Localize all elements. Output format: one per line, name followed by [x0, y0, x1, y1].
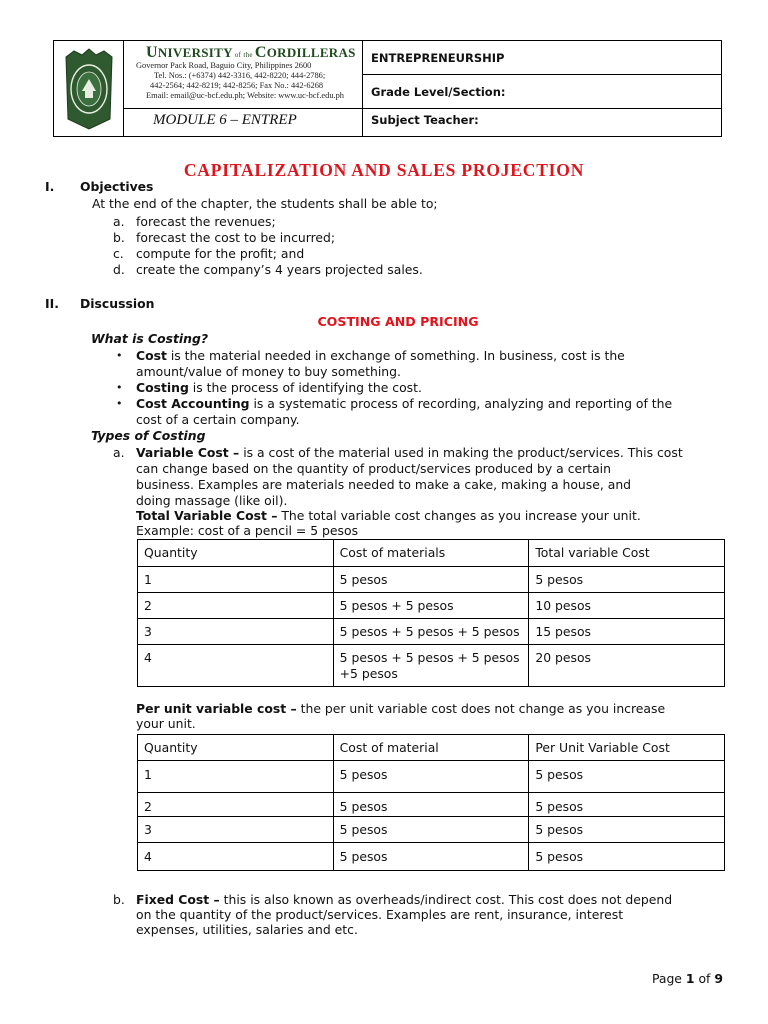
costing-pricing-heading: COSTING AND PRICING [317, 314, 479, 329]
objective-item: create the company’s 4 years projected sales. [136, 262, 423, 277]
table-header-cell: Cost of material [333, 735, 529, 761]
address-line: Tel. Nos.: (+6374) 442-3316, 442-8220; 444-2786; [154, 71, 326, 80]
header-divider [123, 41, 124, 136]
address-line: 442-2564; 442-8219; 442-8256; Fax No.: 442-6268 [150, 81, 324, 90]
address-line: Email: email@uc-bcf.edu.ph; Website: www.uc-bcf.edu.ph [146, 91, 344, 100]
per-unit-variable-cost-table [137, 734, 725, 871]
objectives-intro: At the end of the chapter, the students shall be able to; [92, 196, 438, 211]
types-of-costing-heading: Types of Costing [91, 428, 206, 443]
table-cell: 5 pesos [529, 817, 725, 843]
section-number: I. [45, 179, 55, 194]
section-number: II. [45, 296, 59, 311]
objective-item: compute for the profit; and [136, 246, 305, 261]
table-cell: 3 [138, 817, 334, 843]
list-marker: b. [113, 230, 125, 245]
table-cell: 2 [138, 793, 334, 817]
table-cell: 2 [138, 593, 334, 619]
table-row [138, 793, 725, 817]
table-cell: 3 [138, 619, 334, 645]
subject-teacher-label: Subject Teacher: [371, 113, 479, 127]
table-cell: 5 pesos [333, 793, 529, 817]
table-cell: 5 pesos [529, 761, 725, 793]
table-cell: 5 pesos [333, 843, 529, 871]
table-header-cell: Cost of materials [333, 540, 529, 567]
objective-item: forecast the revenues; [136, 214, 276, 229]
table-cell: 5 pesos [529, 843, 725, 871]
bullet-icon: • [116, 381, 123, 394]
example-text: Example: cost of a pencil = 5 pesos [136, 523, 359, 538]
fixed-cost-text: expenses, utilities, salaries and etc. [136, 922, 358, 937]
table-cell: 5 pesos + 5 pesos + 5 pesos +5 pesos [333, 645, 529, 687]
bullet-text: amount/value of money to buy something. [136, 364, 401, 379]
header-box [53, 40, 722, 137]
table-header-cell: Quantity [138, 735, 334, 761]
table-header-cell: Quantity [138, 540, 334, 567]
table-header-cell: Per Unit Variable Cost [529, 735, 725, 761]
bullet-text: cost of a certain company. [136, 412, 300, 427]
table-cell: 5 pesos + 5 pesos [333, 593, 529, 619]
table-cell: 5 pesos [529, 567, 725, 593]
page-number: Page 1 of 9 [651, 971, 723, 986]
table-cell: 5 pesos [333, 761, 529, 793]
bullet-icon: • [116, 349, 123, 362]
table-row [138, 645, 725, 687]
subject-label: ENTREPRENEURSHIP [371, 51, 505, 65]
discussion-heading: Discussion [80, 296, 155, 311]
list-marker: d. [113, 262, 125, 277]
variable-cost-text: can change based on the quantity of product/services produced by a certain [136, 461, 611, 476]
table-cell: 1 [138, 567, 334, 593]
variable-cost-text: doing massage (like oil). [136, 493, 288, 508]
table-cell: 1 [138, 761, 334, 793]
header-divider [362, 74, 721, 75]
bullet-text: Costing is the process of identifying the cost. [136, 380, 422, 395]
table-cell: 5 pesos + 5 pesos + 5 pesos [333, 619, 529, 645]
fixed-cost-text: on the quantity of the product/services. Examples are rent, insurance, interest [136, 907, 624, 922]
what-is-costing-heading: What is Costing? [91, 331, 209, 346]
university-seal [62, 47, 116, 131]
objectives-heading: Objectives [80, 179, 154, 194]
fixed-cost-text: Fixed Cost – this is also known as overheads/indirect cost. This cost does not depend [136, 892, 673, 907]
table-header-row [138, 735, 725, 761]
table-cell: 5 pesos [333, 817, 529, 843]
table-cell: 20 pesos [529, 645, 725, 687]
table-cell: 4 [138, 645, 334, 687]
table-row [138, 817, 725, 843]
module-title: MODULE 6 – ENTREP [153, 112, 297, 128]
grade-level-label: Grade Level/Section: [371, 85, 506, 99]
address-line: Governor Pack Road, Baguio City, Philippines 2600 [136, 61, 312, 70]
table-cell: 5 pesos [333, 567, 529, 593]
table-row [138, 567, 725, 593]
list-marker: a. [113, 214, 125, 229]
university-name: UNIVERSITY of the CORDILLERAS [146, 44, 356, 61]
page-title: CAPITALIZATION AND SALES PROJECTION [183, 160, 585, 180]
table-cell: 4 [138, 843, 334, 871]
list-marker: c. [113, 246, 124, 261]
header-divider [362, 41, 363, 136]
table-row [138, 619, 725, 645]
variable-cost-text: business. Examples are materials needed to make a cake, making a house, and [136, 477, 632, 492]
objective-item: forecast the cost to be incurred; [136, 230, 336, 245]
table-cell: 10 pesos [529, 593, 725, 619]
table-cell: 15 pesos [529, 619, 725, 645]
table-cell: 5 pesos [529, 793, 725, 817]
variable-cost-text: Variable Cost – is a cost of the material used in making the product/services. This cost [136, 445, 683, 460]
bullet-text: Cost Accounting is a systematic process of recording, analyzing and reporting of the [136, 396, 673, 411]
table-row [138, 761, 725, 793]
total-variable-cost-table [137, 539, 725, 687]
table-header-row [138, 540, 725, 567]
table-row [138, 593, 725, 619]
per-unit-variable-cost-text: Per unit variable cost – the per unit variable cost does not change as you increase [136, 701, 666, 716]
bullet-icon: • [116, 397, 123, 410]
list-marker: b. [113, 892, 125, 907]
list-marker: a. [113, 445, 125, 460]
table-row [138, 843, 725, 871]
per-unit-variable-cost-text: your unit. [136, 716, 196, 731]
total-variable-cost-text: Total Variable Cost – The total variable cost changes as you increase your unit. [136, 508, 641, 523]
bullet-text: Cost is the material needed in exchange of something. In business, cost is the [136, 348, 625, 363]
table-header-cell: Total variable Cost [529, 540, 725, 567]
header-divider [123, 108, 721, 109]
